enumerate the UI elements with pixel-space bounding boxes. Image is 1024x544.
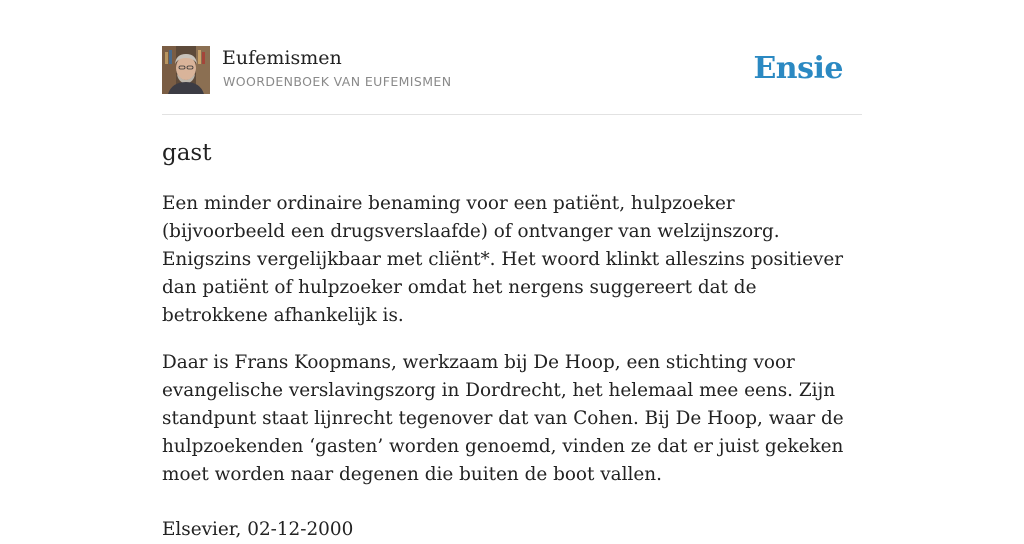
author-avatar[interactable]: [162, 46, 210, 94]
ensie-logo[interactable]: Ensie: [753, 51, 843, 86]
source-title[interactable]: Eufemismen: [222, 47, 342, 69]
portrait-image: [162, 46, 210, 94]
entry-term: gast: [162, 140, 212, 166]
source-subtitle: WOORDENBOEK VAN EUFEMISMEN: [223, 74, 452, 89]
header: [162, 46, 862, 115]
entry-quote: Daar is Frans Koopmans, werkzaam bij De Hoop, een stichting voor evangelische verslavingszorg in Dordrecht, het helemaal mee eens. Zijn standpunt staat lijnrecht tegenover dat van Cohen. Bij De Hoop, waar de hulpzoekenden ‘gasten’ worden genoemd, vinden ze dat er juist gekeken moet worden naar degenen die buiten de boot vallen.: [162, 352, 844, 485]
entry-definition: Een minder ordinaire benaming voor een patiënt, hulpzoeker (bijvoorbeeld een drugsverslaafde) of ontvanger van welzijnszorg. Enigszins vergelijkbaar met cliënt*. Het woord klinkt alleszins positiever dan patiënt of hulpzoeker omdat het nergens suggereert dat de betrokkene afhankelijk is.: [162, 193, 844, 326]
entry-citation: Elsevier, 02-12-2000: [162, 519, 354, 540]
entry: [162, 136, 862, 544]
